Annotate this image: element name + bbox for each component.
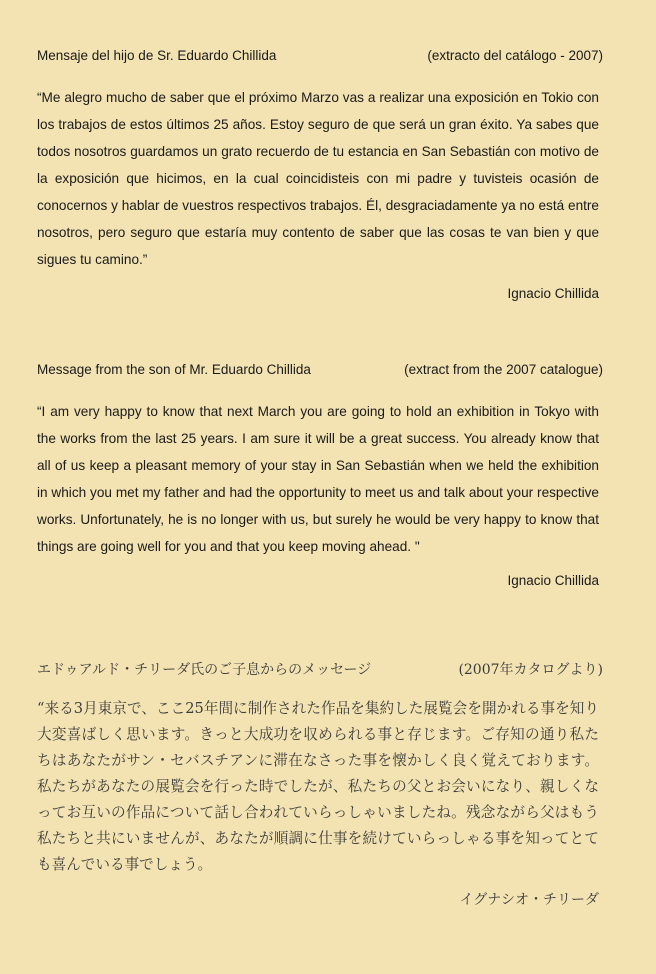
japanese-signature: イグナシオ・チリーダ (459, 892, 599, 908)
japanese-title: エドゥアルド・チリーダ氏のご子息からのメッセージ (37, 662, 372, 678)
japanese-extract-note: (2007年カタログより) (458, 662, 603, 678)
english-signature: Ignacio Chillida (507, 573, 599, 588)
japanese-header (37, 660, 603, 680)
spanish-title: Mensaje del hijo de Sr. Eduardo Chillida (37, 48, 277, 63)
english-header (37, 360, 603, 380)
english-extract-note: (extract from the 2007 catalogue) (404, 362, 603, 377)
spanish-extract-note: (extracto del catálogo - 2007) (427, 48, 603, 63)
spanish-signature: Ignacio Chillida (507, 286, 599, 301)
english-message-body: “I am very happy to know that next March you are going to hold an exhibition in Tokyo with the works from the last 25 years. I am sure it will be a great success. You already know that all of us keep a pleasant memory of your stay in San Sebastián when we held the exhibition in which you met my father and had the opportunity to meet us and talk about your respective works. Unfortunately, he is no longer with us, but surely he would be very happy to know that things are going well for you and that you keep moving ahead. " (37, 404, 599, 554)
japanese-message-section (37, 660, 603, 910)
spanish-message-body: “Me alegro mucho de saber que el próximo Marzo vas a realizar una exposición en Tokio con los trabajos de estos últimos 25 años. Estoy seguro de que será un gran éxito. Ya sabes que todos nosotros guardamos un grato recuerdo de tu estancia en San Sebastián con motivo de la exposición que hicimos, en la cual coincidisteis con mi padre y tuvisteis ocasión de conocernos y hablar de vuestros respectivos trabajos. Él, desgraciadamente ya no está entre nosotros, pero seguro que estaría muy contento de saber que las cosas te van bien y que sigues tu camino.” (37, 90, 599, 267)
spanish-header (37, 46, 603, 66)
spanish-message-section (37, 46, 603, 304)
japanese-message-body: “来る3月東京で、ここ25年間に制作された作品を集約した展覧会を開かれる事を知り大変喜ばしく思います。きっと大成功を収められる事と存じます。ご存知の通り私たちはあなたがサン・セバスチアンに滞在なさった事を懐かしく良く覚えております。私たちがあなたの展覧会を行った時でしたが、私たちの父とお会いになり、親しくなってお互いの作品について話し合われていらっしゃいましたね。残念ながら父はもう私たちと共にいませんが、あなたが順調に仕事を続けていらっしゃる事を知ってとても喜んでいる事でしょう。 (37, 700, 599, 873)
english-message-section (37, 360, 603, 591)
english-title: Message from the son of Mr. Eduardo Chillida (37, 362, 311, 377)
